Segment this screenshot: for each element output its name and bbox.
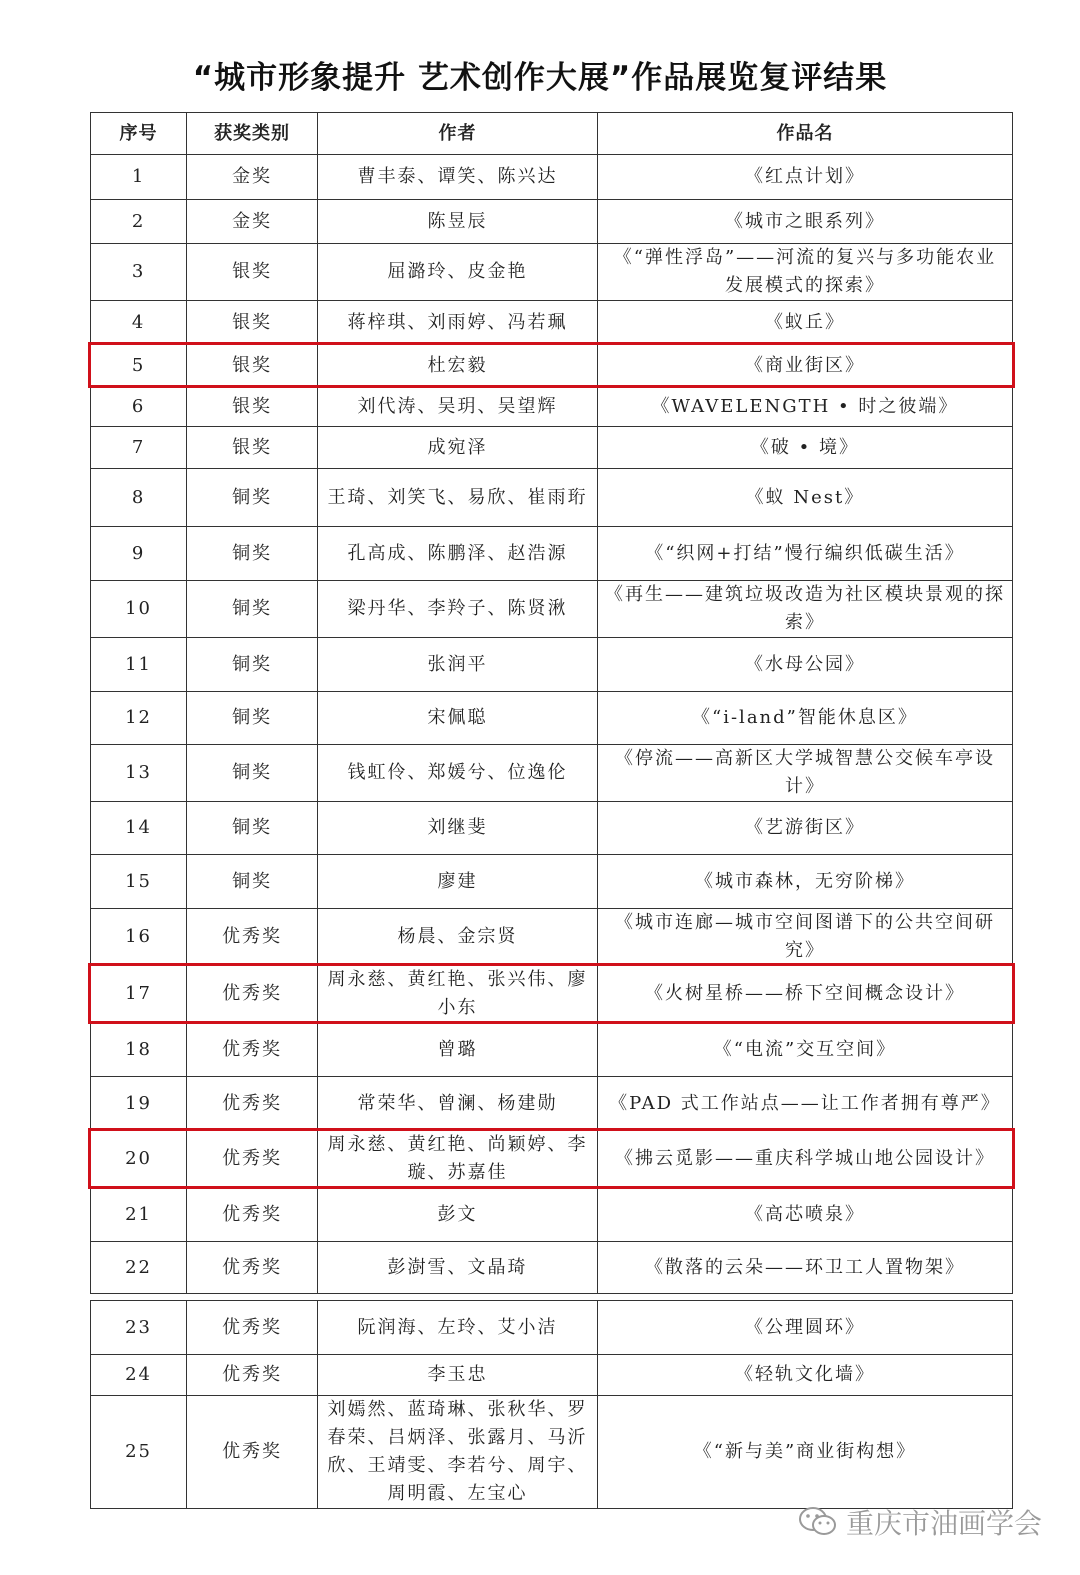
table-row: [91, 966, 1013, 1023]
table-row: [91, 301, 1013, 345]
cell-no: 6: [91, 387, 187, 427]
page-title: “城市形象提升 艺术创作大展”作品展览复评结果: [192, 60, 888, 96]
cell-category: 优秀奖: [187, 1023, 318, 1077]
table-row: [91, 427, 1013, 469]
cell-author: 杜宏毅: [318, 345, 598, 387]
cell-category: 铜奖: [187, 855, 318, 909]
table-row: [91, 1023, 1013, 1077]
cell-category: 铜奖: [187, 692, 318, 745]
cell-author: 张润平: [318, 638, 598, 692]
table-row: [91, 345, 1013, 387]
cell-author: 周永慈、黄红艳、尚颖婷、李璇、苏嘉佳: [318, 1131, 598, 1188]
table-row: [91, 244, 1013, 301]
cell-category: 银奖: [187, 387, 318, 427]
table-row: [91, 1188, 1013, 1242]
cell-no: 15: [91, 855, 187, 909]
cell-category: 优秀奖: [187, 1301, 318, 1355]
cell-work: 《“电流”交互空间》: [597, 1023, 1012, 1077]
cell-no: 19: [91, 1077, 187, 1131]
table-row: [91, 638, 1013, 692]
cell-category: 铜奖: [187, 638, 318, 692]
cell-work: 《城市森林，无穷阶梯》: [597, 855, 1012, 909]
cell-category: 优秀奖: [187, 1131, 318, 1188]
cell-category: 优秀奖: [187, 966, 318, 1023]
cell-category: 优秀奖: [187, 909, 318, 966]
cell-work: 《破 • 境》: [597, 427, 1012, 469]
wechat-icon: [798, 1506, 838, 1538]
cell-work: 《高芯喷泉》: [597, 1188, 1012, 1242]
cell-work: 《城市之眼系列》: [597, 200, 1012, 244]
table-row: [91, 1301, 1013, 1355]
cell-work: 《红点计划》: [597, 155, 1012, 200]
cell-category: 铜奖: [187, 527, 318, 581]
cell-work: 《“i-land”智能休息区》: [597, 692, 1012, 745]
table-row: [91, 1131, 1013, 1188]
table-row: [91, 200, 1013, 244]
results-table-continued: [90, 1300, 1013, 1509]
watermark: [798, 1502, 1042, 1542]
cell-author: 钱虹伶、郑媛兮、位逸伦: [318, 745, 598, 802]
cell-work: 《商业街区》: [597, 345, 1012, 387]
cell-no: 12: [91, 692, 187, 745]
cell-work: 《散落的云朵——环卫工人置物架》: [597, 1242, 1012, 1294]
cell-no: 22: [91, 1242, 187, 1294]
cell-author: 刘继斐: [318, 802, 598, 855]
cell-work: 《轻轨文化墙》: [597, 1355, 1012, 1396]
cell-no: 7: [91, 427, 187, 469]
cell-author: 陈昱辰: [318, 200, 598, 244]
cell-category: 金奖: [187, 200, 318, 244]
cell-no: 10: [91, 581, 187, 638]
cell-category: 银奖: [187, 427, 318, 469]
cell-no: 14: [91, 802, 187, 855]
cell-author: 蒋梓琪、刘雨婷、冯若珮: [318, 301, 598, 345]
cell-category: 银奖: [187, 301, 318, 345]
cell-no: 13: [91, 745, 187, 802]
cell-author: 刘嫣然、蓝琦琳、张秋华、罗春荣、吕炳泽、张露月、马沂欣、王靖雯、李若兮、周宇、周明霞、左宝心: [318, 1396, 598, 1509]
cell-author: 廖建: [318, 855, 598, 909]
table-row: [91, 1077, 1013, 1131]
cell-no: 24: [91, 1355, 187, 1396]
cell-author: 刘代涛、吴玥、吴望辉: [318, 387, 598, 427]
cell-work: 《公理圆环》: [597, 1301, 1012, 1355]
watermark-text: 重庆市油画学会: [845, 1507, 1042, 1540]
cell-author: 曾璐: [318, 1023, 598, 1077]
cell-work: 《再生——建筑垃圾改造为社区模块景观的探索》: [597, 581, 1012, 638]
cell-work: 《WAVELENGTH • 时之彼端》: [597, 387, 1012, 427]
cell-author: 孔高成、陈鹏泽、赵浩源: [318, 527, 598, 581]
cell-no: 9: [91, 527, 187, 581]
cell-category: 铜奖: [187, 745, 318, 802]
cell-category: 优秀奖: [187, 1188, 318, 1242]
cell-author: 周永慈、黄红艳、张兴伟、廖小东: [318, 966, 598, 1023]
cell-no: 8: [91, 469, 187, 527]
cell-no: 17: [91, 966, 187, 1023]
cell-author: 成宛泽: [318, 427, 598, 469]
cell-no: 18: [91, 1023, 187, 1077]
cell-work: 《PAD 式工作站点——让工作者拥有尊严》: [597, 1077, 1012, 1131]
cell-author: 屈潞玲、皮金艳: [318, 244, 598, 301]
cell-category: 优秀奖: [187, 1396, 318, 1509]
header-work: 作品名: [597, 113, 1012, 155]
header-category: 获奖类别: [187, 113, 318, 155]
table-row: [91, 1355, 1013, 1396]
cell-no: 21: [91, 1188, 187, 1242]
cell-work: 《蚁 Nest》: [597, 469, 1012, 527]
header-no: 序号: [91, 113, 187, 155]
cell-no: 25: [91, 1396, 187, 1509]
table-row: [91, 469, 1013, 527]
results-table: [90, 112, 1013, 1294]
cell-no: 20: [91, 1131, 187, 1188]
cell-no: 16: [91, 909, 187, 966]
table-row: [91, 909, 1013, 966]
cell-category: 银奖: [187, 345, 318, 387]
table-row: [91, 527, 1013, 581]
cell-no: 1: [91, 155, 187, 200]
cell-author: 王琦、刘笑飞、易欣、崔雨珩: [318, 469, 598, 527]
cell-work: 《“新与美”商业街构想》: [597, 1396, 1012, 1509]
cell-work: 《火树星桥——桥下空间概念设计》: [597, 966, 1012, 1023]
cell-author: 曹丰泰、谭笑、陈兴达: [318, 155, 598, 200]
cell-author: 李玉忠: [318, 1355, 598, 1396]
cell-category: 银奖: [187, 244, 318, 301]
cell-category: 优秀奖: [187, 1077, 318, 1131]
cell-author: 彭文: [318, 1188, 598, 1242]
cell-work: 《城市连廊—城市空间图谱下的公共空间研究》: [597, 909, 1012, 966]
cell-work: 《停流——高新区大学城智慧公交候车亭设计》: [597, 745, 1012, 802]
cell-category: 优秀奖: [187, 1355, 318, 1396]
cell-category: 铜奖: [187, 802, 318, 855]
cell-no: 2: [91, 200, 187, 244]
table-row: [91, 155, 1013, 200]
cell-category: 金奖: [187, 155, 318, 200]
cell-work: 《艺游街区》: [597, 802, 1012, 855]
header-author: 作者: [318, 113, 598, 155]
table-row: [91, 581, 1013, 638]
cell-no: 11: [91, 638, 187, 692]
cell-work: 《水母公园》: [597, 638, 1012, 692]
cell-category: 优秀奖: [187, 1242, 318, 1294]
cell-no: 3: [91, 244, 187, 301]
cell-no: 23: [91, 1301, 187, 1355]
cell-author: 梁丹华、李羚子、陈贤湫: [318, 581, 598, 638]
cell-work: 《“织网+打结”慢行编织低碳生活》: [597, 527, 1012, 581]
table-row: [91, 855, 1013, 909]
cell-work: 《“弹性浮岛”——河流的复兴与多功能农业发展模式的探索》: [597, 244, 1012, 301]
cell-no: 5: [91, 345, 187, 387]
table-row: [91, 1396, 1013, 1509]
cell-work: 《蚁丘》: [597, 301, 1012, 345]
cell-author: 彭澍雪、文晶琦: [318, 1242, 598, 1294]
table-row: [91, 802, 1013, 855]
cell-no: 4: [91, 301, 187, 345]
cell-category: 铜奖: [187, 469, 318, 527]
table-row: [91, 387, 1013, 427]
table-row: [91, 692, 1013, 745]
cell-author: 阮润海、左玲、艾小洁: [318, 1301, 598, 1355]
table-header-row: [91, 113, 1013, 155]
cell-author: 宋佩聪: [318, 692, 598, 745]
table-row: [91, 745, 1013, 802]
table-row: [91, 1242, 1013, 1294]
cell-work: 《拂云觅影——重庆科学城山地公园设计》: [597, 1131, 1012, 1188]
cell-author: 常荣华、曾澜、杨建勋: [318, 1077, 598, 1131]
cell-category: 铜奖: [187, 581, 318, 638]
cell-author: 杨晨、金宗贤: [318, 909, 598, 966]
